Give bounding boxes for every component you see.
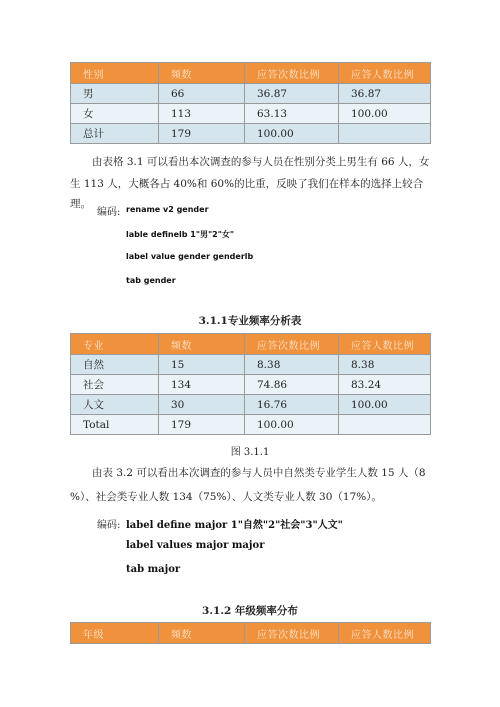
paragraph-line: 生 113 人，大概各占 40%和 60%的比重，反映了我们在样本的选择上较合理。 — [70, 178, 424, 210]
section-heading: 3.1.1专业频率分析表 — [198, 315, 302, 327]
table-header-row — [71, 63, 431, 84]
header-cell: 频数 — [159, 63, 245, 84]
table-cell: Total — [71, 415, 159, 435]
paragraph-line: 由表 3.2 可以看出本次调查的参与人员中自然类专业学生人数 15 人（8 — [92, 467, 426, 479]
table-cell: 总计 — [71, 124, 159, 144]
table-cell: 100.00 — [245, 124, 339, 144]
analysis-paragraph-2-cont — [70, 487, 435, 507]
table-cell: 36.87 — [339, 84, 431, 104]
table-header-row — [71, 334, 431, 355]
table-row — [71, 355, 431, 375]
table-cell: 179 — [159, 415, 245, 435]
table-cell: 自然 — [71, 355, 159, 375]
header-cell: 应答次数比例 — [245, 334, 339, 355]
table-row — [71, 84, 431, 104]
table-cell: 63.13 — [245, 104, 339, 124]
code-line: label values major major — [126, 540, 265, 551]
header-cell: 频数 — [159, 334, 245, 355]
header-cell: 频数 — [159, 623, 245, 644]
code-line: label define major 1"自然"2"社会"3"人文" — [126, 520, 343, 531]
paragraph-line: 由表格 3.1 可以看出本次调查的参与人员在性别分类上男生有 66 人，女 — [92, 156, 430, 168]
code-line: rename v2 gender — [126, 205, 209, 214]
code-line: label value gender genderlb — [126, 252, 254, 261]
table-row — [71, 375, 431, 395]
header-cell: 应答人数比例 — [339, 623, 431, 644]
header-cell: 应答次数比例 — [245, 63, 339, 84]
table-header-row — [71, 623, 431, 644]
paragraph-line: %）、社会类专业人数 134（75%）、人文类专业人数 30（17%）。 — [70, 491, 382, 503]
table-cell: 74.86 — [245, 375, 339, 395]
code-line: lable definelb 1"男"2"女" — [126, 230, 235, 239]
table-cell: 15 — [159, 355, 245, 375]
figure-caption: 图 3.1.1 — [230, 447, 270, 458]
table-cell: 134 — [159, 375, 245, 395]
header-cell: 应答次数比例 — [245, 623, 339, 644]
table-cell: 社会 — [71, 375, 159, 395]
code-line: tab major — [126, 564, 181, 575]
table-cell — [339, 124, 431, 144]
table-cell: 16.76 — [245, 395, 339, 415]
table-cell: 人文 — [71, 395, 159, 415]
table-row — [71, 395, 431, 415]
header-cell: 年级 — [71, 623, 159, 644]
header-cell: 专业 — [71, 334, 159, 355]
table-cell: 179 — [159, 124, 245, 144]
analysis-paragraph-2 — [70, 463, 435, 483]
table-row — [71, 104, 431, 124]
header-cell: 应答人数比例 — [339, 334, 431, 355]
table-cell: 8.38 — [245, 355, 339, 375]
table-cell: 30 — [159, 395, 245, 415]
table-cell: 83.24 — [339, 375, 431, 395]
code-label: 编码: — [97, 520, 121, 531]
analysis-paragraph-1-cont — [70, 174, 435, 214]
table-cell: 100.00 — [339, 104, 431, 124]
table-cell: 36.87 — [245, 84, 339, 104]
major-frequency-table — [70, 333, 431, 435]
table-cell: 8.38 — [339, 355, 431, 375]
code-line: tab gender — [126, 276, 176, 285]
table-cell: 100.00 — [339, 395, 431, 415]
section-heading: 3.1.2 年级频率分布 — [202, 605, 298, 617]
analysis-paragraph-1 — [70, 152, 435, 172]
table-cell — [339, 415, 431, 435]
header-cell: 应答人数比例 — [339, 63, 431, 84]
table-cell: 100.00 — [245, 415, 339, 435]
gender-frequency-table — [70, 62, 431, 144]
code-label: 编码: — [97, 207, 121, 218]
header-cell: 性别 — [71, 63, 159, 84]
table-cell: 男 — [71, 84, 159, 104]
grade-frequency-table — [70, 622, 431, 644]
table-cell: 女 — [71, 104, 159, 124]
table-cell: 113 — [159, 104, 245, 124]
table-cell: 66 — [159, 84, 245, 104]
table-row — [71, 124, 431, 144]
table-row — [71, 415, 431, 435]
